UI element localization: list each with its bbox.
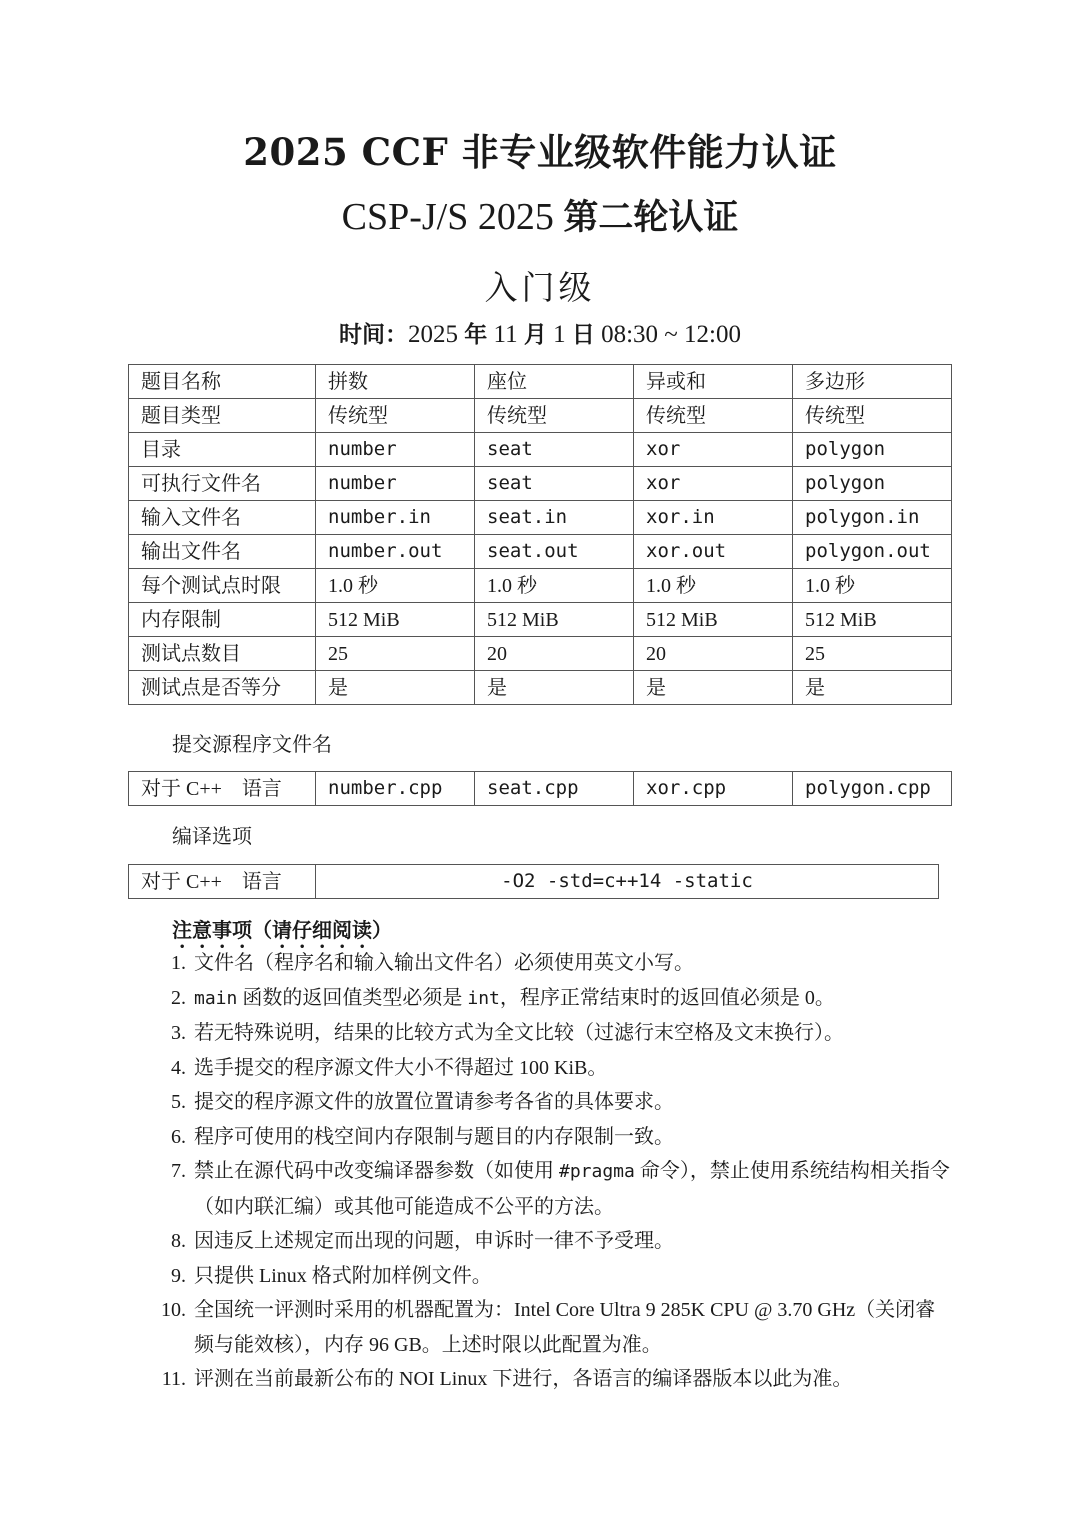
table-cell: polygon.cpp	[793, 772, 952, 806]
table-cell: xor	[634, 467, 793, 501]
note-item	[150, 1085, 952, 1120]
subtitle-cn: 第二轮认证	[563, 198, 739, 238]
note-text: ，程序正常结束时的返回值必须是 0。	[499, 986, 835, 1009]
note-number: 1.	[171, 952, 186, 974]
note-text: 程序可使用的栈空间内存限制与题目的内存限制一致。	[194, 1125, 674, 1148]
note-number: 9.	[171, 1264, 186, 1287]
table-row	[129, 772, 952, 806]
note-number: 5.	[171, 1091, 186, 1113]
compile-options-value: -O2 -std=c++14 -static	[316, 865, 939, 899]
table-cell: xor.in	[634, 501, 793, 535]
note-text: 函数的返回值类型必须是	[237, 986, 468, 1009]
table-cell: polygon	[793, 467, 952, 501]
source-file-section-label: 提交源程序文件名	[172, 734, 332, 756]
time-year: 2025	[408, 321, 458, 348]
table-cell: number.out	[316, 535, 475, 569]
note-number: 7.	[171, 1160, 186, 1182]
note-text: 只提供 Linux 格式附加样例文件。	[194, 1264, 492, 1287]
table-cell: 传统型	[475, 399, 634, 433]
table-cell: polygon.in	[793, 501, 952, 535]
table-cell: seat	[475, 467, 634, 501]
note-number: 6.	[171, 1125, 186, 1148]
table-cell: xor.cpp	[634, 772, 793, 806]
table-cell: seat.in	[475, 501, 634, 535]
table-cell: 1.0 秒	[475, 569, 634, 603]
table-cell: polygon	[793, 433, 952, 467]
row-label: 题目类型	[129, 399, 316, 433]
row-label: 内存限制	[129, 603, 316, 637]
table-cell: 座位	[475, 365, 634, 399]
table-cell: 512 MiB	[316, 603, 475, 637]
table-cell: 1.0 秒	[316, 569, 475, 603]
compile-options-section-label: 编译选项	[172, 826, 252, 848]
note-number: 10.	[161, 1299, 186, 1321]
table-cell: 拼数	[316, 365, 475, 399]
time-day: 1	[553, 321, 566, 348]
note-item	[150, 1051, 952, 1086]
inline-code: int	[467, 987, 500, 1009]
table-cell: 25	[316, 637, 475, 671]
table-cell: xor	[634, 433, 793, 467]
table-row	[129, 433, 952, 467]
level-title: 入门级	[484, 271, 596, 307]
time-year-unit: 年	[464, 322, 488, 348]
table-row	[129, 569, 952, 603]
inline-code: main	[194, 987, 238, 1009]
note-text: 全国统一评测时采用的机器配置为：Intel Core Ultra 9 285K CPU @ 3.70 GHz（关闭睿频与能效核），内存 96 GB。上述时限以此配置为准。	[194, 1299, 936, 1356]
time-month: 11	[493, 321, 518, 348]
row-label: 输入文件名	[129, 501, 316, 535]
row-label: 输出文件名	[129, 535, 316, 569]
table-row	[129, 467, 952, 501]
problem-info-table	[128, 364, 952, 705]
row-label: 每个测试点时限	[129, 569, 316, 603]
table-row	[129, 865, 939, 899]
table-cell: 512 MiB	[475, 603, 634, 637]
time-month-unit: 月	[523, 322, 547, 348]
document-title: 2025 CCF 非专业级软件能力认证	[243, 130, 837, 174]
paren-open: （	[252, 918, 272, 942]
note-item	[150, 981, 952, 1017]
note-item	[150, 1016, 952, 1051]
note-text: 评测在当前最新公布的 NOI Linux 下进行，各语言的编译器版本以此为准。	[194, 1368, 853, 1390]
note-text: 选手提交的程序源文件大小不得超过 100 KiB。	[194, 1056, 608, 1079]
note-text: 禁止在源代码中改变编译器参数（如使用	[194, 1160, 559, 1182]
table-cell: 传统型	[634, 399, 793, 433]
note-text: 因违反上述规定而出现的问题，申诉时一律不予受理。	[194, 1230, 674, 1252]
time-range: 08:30 ~ 12:00	[601, 321, 741, 348]
notes-title-main: 注意事项	[172, 918, 252, 942]
row-label: 目录	[129, 433, 316, 467]
table-row	[129, 399, 952, 433]
exam-time	[0, 316, 1080, 349]
compile-options-table	[128, 864, 939, 899]
note-item	[150, 1224, 952, 1259]
table-cell: 是	[634, 671, 793, 705]
row-label: 对于 C++ 语言	[129, 772, 316, 806]
document-subtitle	[0, 190, 1080, 240]
table-cell: 多边形	[793, 365, 952, 399]
table-cell: seat.cpp	[475, 772, 634, 806]
note-text: 文件名（程序名和输入输出文件名）必须使用英文小写。	[194, 952, 694, 974]
table-row	[129, 501, 952, 535]
table-cell: 1.0 秒	[634, 569, 793, 603]
table-cell: xor.out	[634, 535, 793, 569]
table-row	[129, 365, 952, 399]
row-label: 测试点是否等分	[129, 671, 316, 705]
note-item	[150, 1293, 952, 1362]
row-label: 题目名称	[129, 365, 316, 399]
note-number: 4.	[171, 1056, 186, 1079]
table-cell: 是	[475, 671, 634, 705]
time-label: 时间：	[339, 322, 408, 348]
row-label: 可执行文件名	[129, 467, 316, 501]
table-cell: seat.out	[475, 535, 634, 569]
source-file-table	[128, 771, 952, 806]
note-number: 2.	[171, 986, 186, 1009]
subtitle-latin: CSP-J/S 2025	[341, 196, 554, 238]
table-cell: 1.0 秒	[793, 569, 952, 603]
table-cell: seat	[475, 433, 634, 467]
table-cell: 512 MiB	[793, 603, 952, 637]
table-cell: number	[316, 467, 475, 501]
note-number: 8.	[171, 1230, 186, 1252]
note-item	[150, 1362, 952, 1397]
note-text: 提交的程序源文件的放置位置请参考各省的具体要求。	[194, 1091, 674, 1113]
table-cell: polygon.out	[793, 535, 952, 569]
note-item	[150, 1154, 952, 1224]
table-cell: 是	[793, 671, 952, 705]
table-row	[129, 535, 952, 569]
table-cell: 25	[793, 637, 952, 671]
notes-list	[150, 946, 952, 1397]
notes-title-emphasis: 请仔细阅读	[272, 918, 372, 942]
note-text: 命令），禁止使用系统结构相关指令（如内联汇编）或其他可能造成不公平的方法。	[194, 1160, 950, 1218]
table-row	[129, 637, 952, 671]
table-cell: 传统型	[316, 399, 475, 433]
inline-code: #pragma	[559, 1161, 635, 1182]
time-day-unit: 日	[571, 322, 595, 348]
table-cell: 512 MiB	[634, 603, 793, 637]
table-cell: number.cpp	[316, 772, 475, 806]
table-row	[129, 671, 952, 705]
table-cell: 20	[475, 637, 634, 671]
paren-close: ）	[372, 918, 392, 942]
table-cell: number.in	[316, 501, 475, 535]
table-cell: number	[316, 433, 475, 467]
row-label: 对于 C++ 语言	[129, 865, 316, 899]
note-item	[150, 1120, 952, 1155]
note-number: 3.	[171, 1022, 186, 1044]
table-cell: 20	[634, 637, 793, 671]
note-item	[150, 946, 952, 981]
row-label: 测试点数目	[129, 637, 316, 671]
note-item	[150, 1259, 952, 1294]
note-text: 若无特殊说明，结果的比较方式为全文比较（过滤行末空格及文末换行）。	[194, 1022, 844, 1044]
table-row	[129, 603, 952, 637]
note-number: 11.	[161, 1368, 186, 1390]
table-cell: 传统型	[793, 399, 952, 433]
table-cell: 是	[316, 671, 475, 705]
table-cell: 异或和	[634, 365, 793, 399]
